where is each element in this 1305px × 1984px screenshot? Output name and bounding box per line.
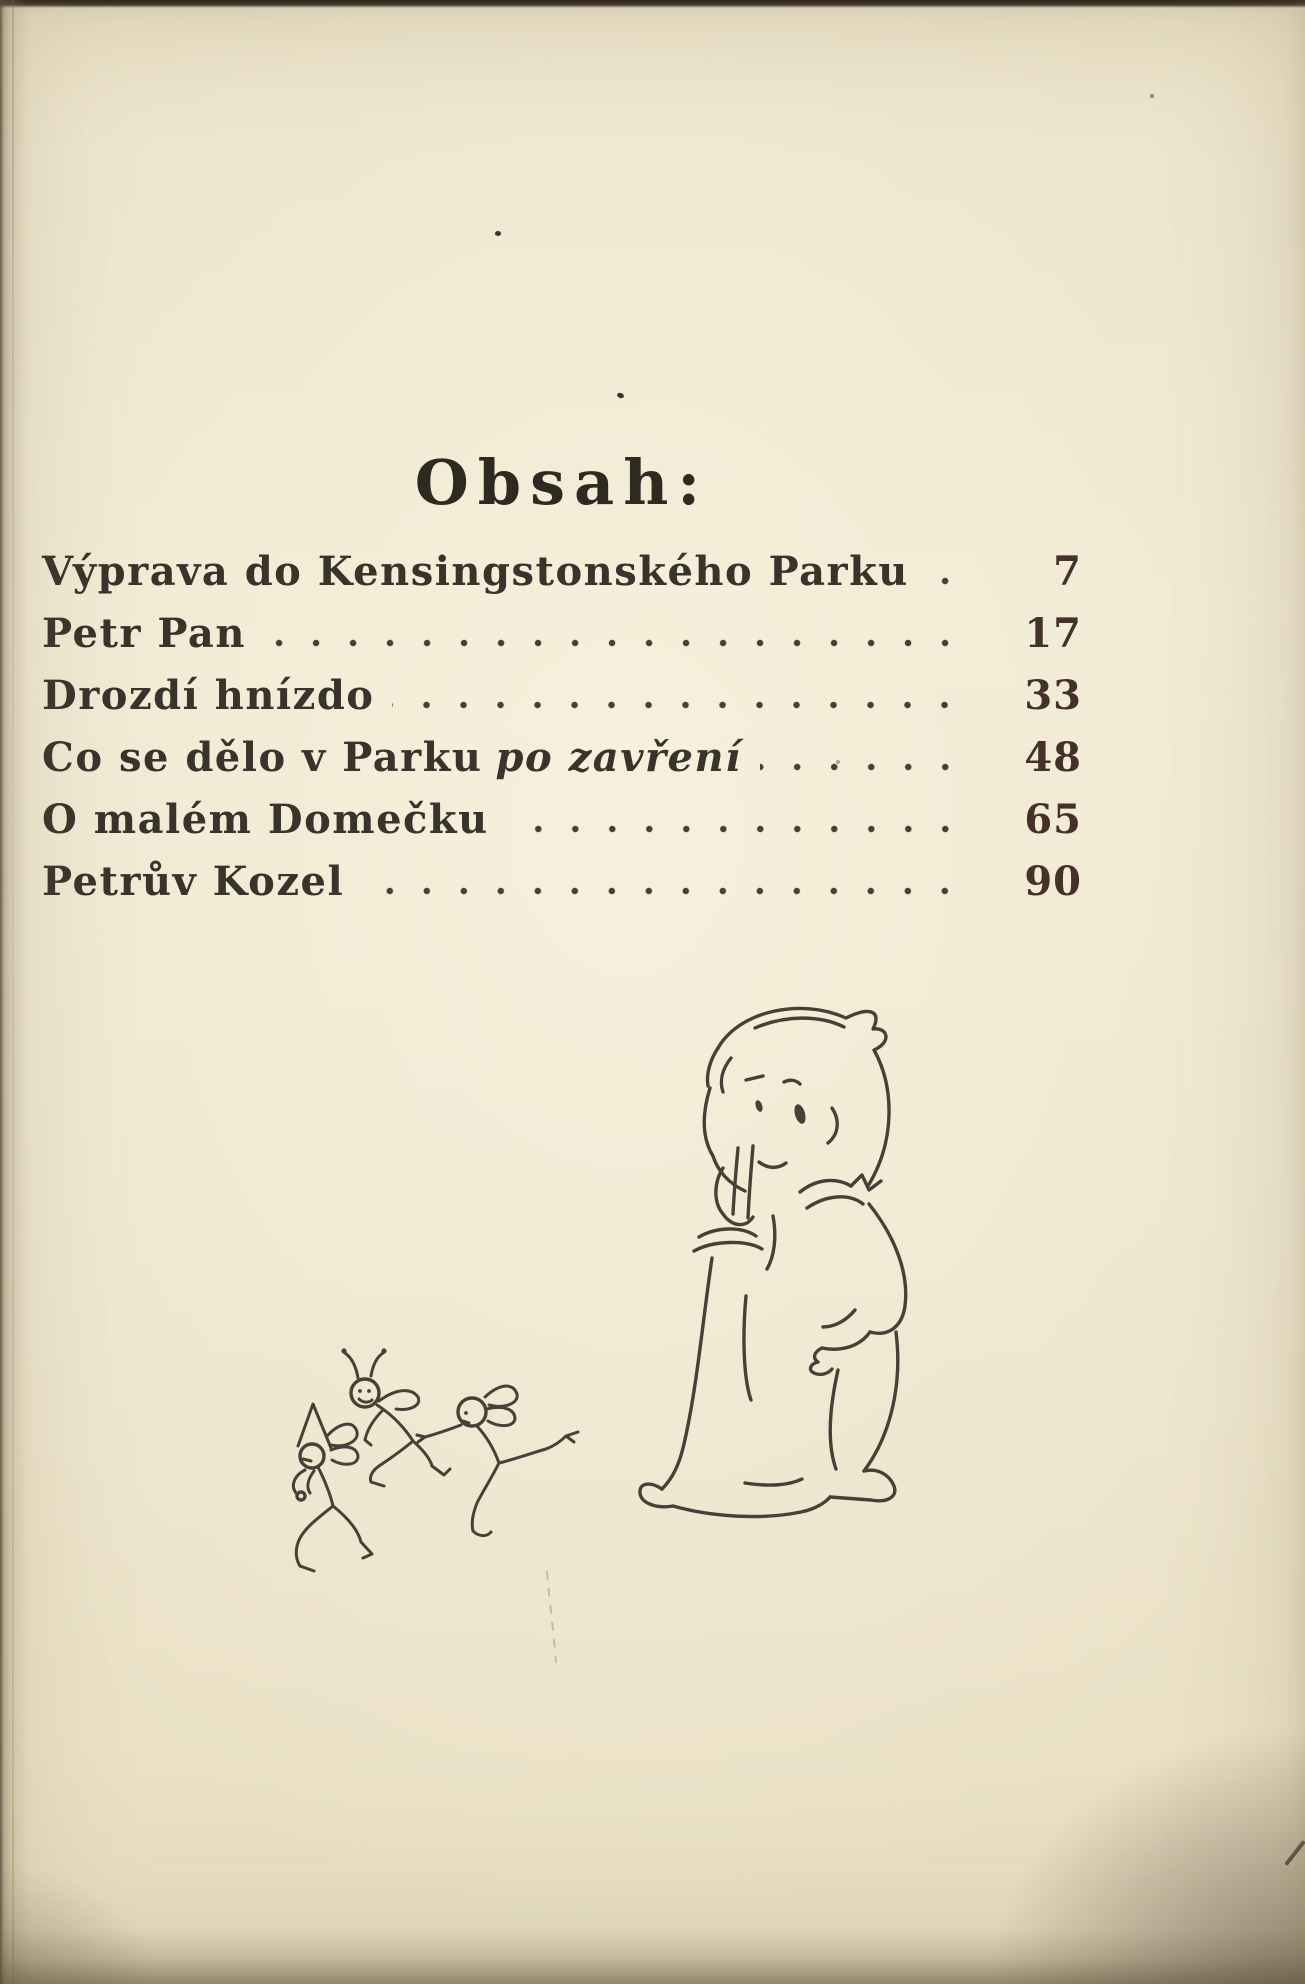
fairy-figure-middle bbox=[341, 1348, 450, 1486]
toc-page-number: 33 bbox=[1024, 672, 1082, 719]
page-left-crease bbox=[12, 0, 14, 1984]
toc-row bbox=[42, 610, 1082, 672]
toc-row bbox=[42, 858, 1082, 920]
toc-entry-title-italic: po zavření bbox=[495, 734, 742, 781]
toc-row bbox=[42, 796, 1082, 858]
illustration-child-and-fairies bbox=[210, 980, 990, 1680]
page-left-edge bbox=[0, 0, 30, 1984]
toc-page-number: 90 bbox=[1024, 858, 1082, 905]
toc-row bbox=[42, 734, 1082, 796]
fairy-figure-right bbox=[417, 1386, 578, 1536]
toc-entry-title: Drozdí hnízdo bbox=[42, 672, 375, 719]
toc-list bbox=[42, 548, 1082, 920]
toc-row bbox=[42, 548, 1082, 610]
toc-entry-title: Petr Pan bbox=[42, 610, 246, 657]
toc-page-number: 17 bbox=[1024, 610, 1082, 657]
toc-entry-title: Petrův Kozel bbox=[42, 858, 345, 905]
toc-dot-leader bbox=[264, 639, 978, 647]
page-title: Obsah: bbox=[414, 445, 710, 519]
toc-row bbox=[42, 672, 1082, 734]
toc-entry-title: Co se dělo v Parku po zavření bbox=[42, 734, 742, 781]
paper-scratch bbox=[547, 1572, 556, 1662]
page-corner-shadow-bottom-right bbox=[985, 1724, 1305, 1984]
toc-page-number: 48 bbox=[1024, 734, 1082, 781]
toc-dot-leader bbox=[927, 577, 978, 585]
boy-figure bbox=[640, 1008, 906, 1516]
ink-speck bbox=[1150, 94, 1154, 98]
fairy-figure-left bbox=[293, 1404, 372, 1571]
page-top-edge bbox=[0, 0, 1305, 8]
toc-entry-title: O malém Domečku bbox=[42, 796, 489, 843]
toc-page-number: 65 bbox=[1024, 796, 1082, 843]
ink-speck bbox=[495, 231, 501, 236]
toc-dot-leader bbox=[392, 701, 978, 709]
toc-page-number: 7 bbox=[1053, 548, 1082, 595]
page-corner-shadow-bottom-left bbox=[0, 1864, 160, 1984]
toc-dot-leader bbox=[760, 763, 978, 771]
ink-speck bbox=[616, 392, 624, 399]
toc-dot-leader bbox=[507, 825, 978, 833]
toc-entry-title: Výprava do Kensingstonského Parku bbox=[42, 548, 909, 595]
toc-dot-leader bbox=[362, 887, 978, 895]
